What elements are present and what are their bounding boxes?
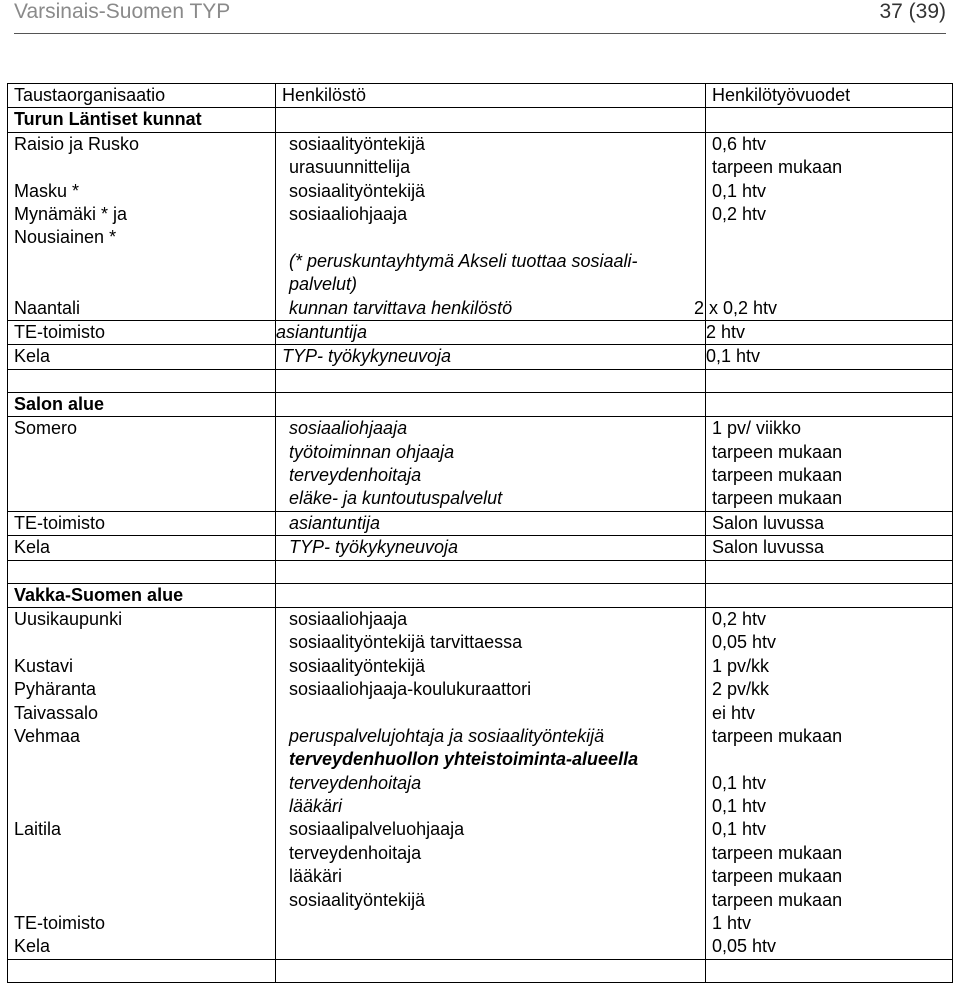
spacer-row — [8, 560, 953, 583]
fte-cell — [706, 417, 953, 512]
cell-line: (* peruskuntayhtymä Akseli tuottaa sosiaali- — [289, 250, 638, 271]
cell-line — [712, 226, 946, 249]
cell-line — [289, 935, 699, 958]
cell-line: sosiaalityöntekijä — [289, 655, 426, 676]
cell-line: sosiaaliohjaaja — [289, 418, 408, 439]
cell-line: 2 x 0,2 htv — [694, 297, 778, 318]
cell-line: terveydenhoitaja — [289, 772, 422, 793]
table-row — [8, 511, 953, 535]
org-cell: TE-toimisto — [8, 320, 276, 344]
cell-line — [14, 441, 269, 464]
cell-line: 0,1 htv — [712, 819, 767, 840]
cell-line: Masku * — [14, 180, 80, 201]
cell-line: TE-toimisto — [14, 913, 106, 934]
cell-line — [14, 748, 269, 771]
cell-line: 0,1 htv — [712, 772, 767, 793]
section-title: Salon alue — [8, 392, 276, 416]
cell-line: työtoiminnan ohjaaja — [289, 441, 455, 462]
cell-line: Somero — [14, 418, 78, 439]
cell-line — [289, 912, 699, 935]
cell-line: tarpeen mukaan — [712, 441, 843, 462]
staff-cell: asiantuntija — [276, 320, 706, 344]
cell-line — [14, 842, 269, 865]
cell-line: 0,2 htv — [712, 203, 767, 224]
cell-line: lääkäri — [289, 866, 343, 887]
spacer-row — [8, 369, 953, 392]
cell-line: sosiaalityöntekijä — [289, 889, 426, 910]
staff-cell — [276, 132, 706, 320]
cell-line: sosiaalipalveluohjaaja — [289, 819, 465, 840]
page-number: 37 (39) — [879, 0, 946, 23]
section-row-turku — [8, 108, 953, 132]
col-header-fte: Henkilötyövuodet — [706, 84, 953, 108]
cell-line: sosiaalityöntekijä — [289, 133, 426, 154]
col-header-staff: Henkilöstö — [276, 84, 706, 108]
org-cell: Kela — [8, 536, 276, 560]
page-header — [14, 0, 946, 28]
org-cell — [8, 417, 276, 512]
cell-line: Vehmaa — [14, 725, 81, 746]
cell-line: 2 pv/kk — [712, 679, 770, 700]
cell-line: sosiaaliohjaaja — [289, 608, 408, 629]
staff-cell: TYP- työkykyneuvoja — [276, 345, 706, 369]
cell-line: 0,6 htv — [712, 133, 767, 154]
cell-line — [14, 889, 269, 912]
cell-line: terveydenhoitaja — [289, 842, 422, 863]
cell-line — [289, 702, 699, 725]
staff-cell — [276, 417, 706, 512]
cell-line: 0,1 htv — [712, 796, 767, 817]
cell-line — [712, 273, 946, 296]
cell-line: Naantali — [14, 297, 81, 318]
header-rule — [14, 33, 946, 34]
fte-cell — [706, 607, 953, 959]
fte-cell — [694, 132, 953, 320]
cell-line — [14, 250, 269, 273]
cell-line: sosiaalityöntekijä tarvittaessa — [289, 632, 523, 653]
cell-line: sosiaaliohjaaja-koulukuraattori — [289, 679, 532, 700]
col-header-organisation: Taustaorganisaatio — [8, 84, 276, 108]
org-cell — [8, 607, 276, 959]
cell-line: tarpeen mukaan — [712, 725, 843, 746]
section-row-vakka — [8, 583, 953, 607]
cell-line: Pyhäranta — [14, 679, 97, 700]
cell-line: Laitila — [14, 819, 62, 840]
staff-cell: asiantuntija — [276, 511, 706, 535]
cell-line — [14, 865, 269, 888]
cell-line: sosiaalityöntekijä — [289, 180, 426, 201]
fte-cell: 2 htv — [706, 320, 953, 344]
cell-line: peruspalvelujohtaja ja sosiaalityöntekijä — [289, 725, 605, 746]
cell-line: terveydenhoitaja — [289, 464, 422, 485]
cell-line: 1 pv/ viikko — [712, 418, 802, 439]
cell-line: Mynämäki * ja — [14, 203, 128, 224]
cell-line — [14, 795, 269, 818]
document-title: Varsinais-Suomen TYP — [14, 0, 231, 23]
org-cell: Kela — [8, 345, 276, 369]
cell-line: palvelut) — [289, 274, 358, 295]
staff-cell — [276, 607, 706, 959]
cell-line: tarpeen mukaan — [712, 464, 843, 485]
cell-line: Raisio ja Rusko — [14, 133, 140, 154]
cell-line: 0,05 htv — [712, 936, 777, 957]
cell-line — [14, 156, 269, 179]
staff-table — [7, 83, 953, 983]
table-row — [8, 607, 953, 959]
cell-line: urasuunnittelija — [289, 157, 411, 178]
cell-line — [14, 273, 269, 296]
table-row — [8, 345, 953, 369]
fte-cell: Salon luvussa — [706, 511, 953, 535]
table-header-row — [8, 84, 953, 108]
org-cell — [8, 132, 276, 320]
cell-line — [289, 226, 699, 249]
cell-line: Uusikaupunki — [14, 608, 123, 629]
section-title: Turun Läntiset kunnat — [8, 108, 276, 132]
cell-line: lääkäri — [289, 796, 343, 817]
cell-line — [14, 487, 269, 510]
table-row — [8, 417, 953, 512]
cell-line: 0,2 htv — [712, 608, 767, 629]
cell-line: Kela — [14, 936, 51, 957]
fte-cell: 0,1 htv — [706, 345, 953, 369]
cell-line: Nousiainen * — [14, 227, 117, 248]
table-row — [8, 320, 953, 344]
cell-line: eläke- ja kuntoutuspalvelut — [289, 488, 503, 509]
cell-line: tarpeen mukaan — [712, 866, 843, 887]
section-title: Vakka-Suomen alue — [8, 583, 276, 607]
cell-line: ei htv — [712, 702, 756, 723]
cell-line: 0,1 htv — [712, 180, 767, 201]
cell-line: tarpeen mukaan — [712, 889, 843, 910]
cell-line: tarpeen mukaan — [712, 842, 843, 863]
cell-line — [712, 748, 946, 771]
spacer-row — [8, 959, 953, 982]
cell-line: kunnan tarvittava henkilöstö — [289, 297, 513, 318]
org-cell: TE-toimisto — [8, 511, 276, 535]
cell-line: 1 htv — [712, 913, 752, 934]
cell-line: sosiaaliohjaaja — [289, 203, 408, 224]
cell-line — [14, 464, 269, 487]
cell-line: tarpeen mukaan — [712, 157, 843, 178]
fte-cell: Salon luvussa — [706, 536, 953, 560]
table-row — [8, 132, 953, 320]
cell-line: tarpeen mukaan — [712, 488, 843, 509]
cell-line: Kustavi — [14, 655, 74, 676]
cell-line: terveydenhuollon yhteistoiminta-alueella — [289, 749, 639, 770]
section-row-salo — [8, 392, 953, 416]
cell-line — [712, 250, 946, 273]
cell-line: 0,05 htv — [712, 632, 777, 653]
cell-line — [14, 631, 269, 654]
cell-line: Taivassalo — [14, 702, 99, 723]
staff-cell: TYP- työkykyneuvoja — [276, 536, 706, 560]
cell-line: 1 pv/kk — [712, 655, 770, 676]
table-row — [8, 536, 953, 560]
cell-line — [14, 772, 269, 795]
